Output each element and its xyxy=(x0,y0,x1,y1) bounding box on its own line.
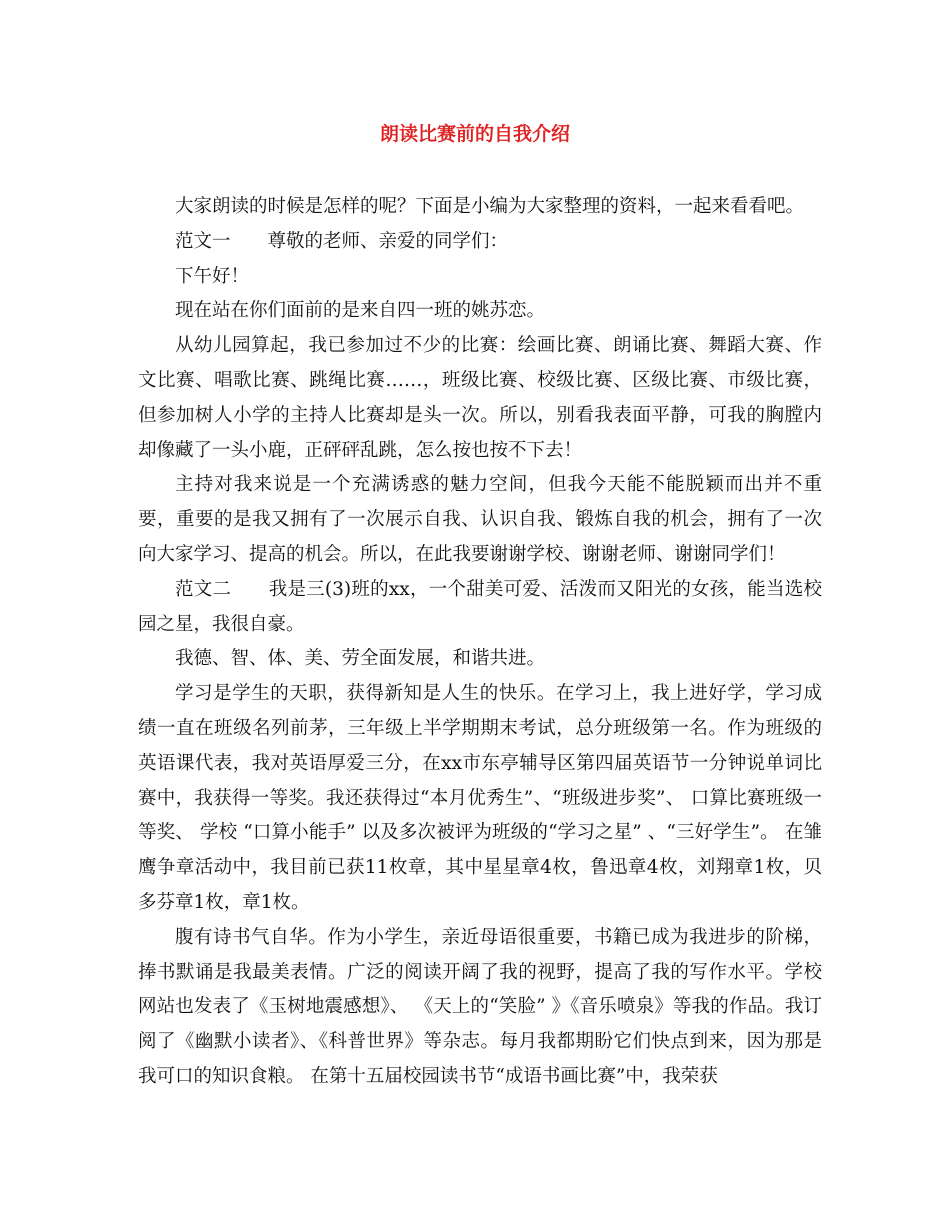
paragraph: 主持对我来说是一个充满诱惑的魅力空间，但我今天能不能脱颖而出并不重要，重要的是我又拥有了一次展示自我、认识自我、锻炼自我的机会，拥有了一次向大家学习、提高的机会。所以，在此我要谢谢学校、谢谢老师、谢谢同学们！ xyxy=(138,474,822,565)
paragraph: 大家朗读的时候是怎样的呢？下面是小编为大家整理的资料，一起来看看吧。 xyxy=(175,196,805,217)
paragraph: 我德、智、体、美、劳全面发展，和谐共进。 xyxy=(175,648,546,670)
document-body xyxy=(138,190,822,1095)
paragraph: 下午好！ xyxy=(175,265,250,287)
paragraph: 腹有诗书气自华。作为小学生，亲近母语很重要，书籍已成为我进步的阶梯，捧书默诵是我最美表情。广泛的阅读开阔了我的视野，提高了我的写作水平。学校网站也发表了《玉树地震感想》、 《天上的“笑脸” 》《音乐喷泉》等我的作品。我订阅了《幽默小读者》、《科普世界》等杂志。每月我都期盼它们快点到来，因为那是我可口的知识食粮。 在第十五届校园读书节“成语书画比赛”中，我荣获 xyxy=(138,926,822,1087)
paragraph: 范文二 我是三(3)班的xx，一个甜美可爱、活泼而又阳光的女孩，能当选校园之星，我很自豪。 xyxy=(138,578,822,635)
paragraph: 现在站在你们面前的是来自四一班的姚苏恋。 xyxy=(175,300,546,322)
paragraph: 学习是学生的天职，获得新知是人生的快乐。在学习上，我上进好学，学习成绩一直在班级名列前茅，三年级上半学期期末考试，总分班级第一名。作为班级的英语课代表，我对英语厚爱三分，在xx市东亭辅导区第四届英语节一分钟说单词比赛中，我获得一等奖。我还获得过“本月优秀生”、“班级进步奖”、 口算比赛班级一等奖、 学校 “口算小能手” 以及多次被评为班级的“学习之星” 、“三好学生”。 在雏鹰争章活动中，我目前已获11枚章，其中星星章4枚，鲁迅章4枚，刘翔章1枚，贝多芬章1枚，章1枚。 xyxy=(138,683,822,913)
paragraph: 从幼儿园算起，我已参加过不少的比赛：绘画比赛、朗诵比赛、舞蹈大赛、作文比赛、唱歌比赛、跳绳比赛……，班级比赛、校级比赛、区级比赛、市级比赛，但参加树人小学的主持人比赛却是头一次。所以，别看我表面平静，可我的胸膛内却像藏了一头小鹿，正砰砰乱跳，怎么按也按不下去！ xyxy=(138,335,822,461)
document-title: 朗读比赛前的自我介绍 xyxy=(379,123,570,145)
paragraph: 范文一 尊敬的老师、亲爱的同学们： xyxy=(175,230,509,252)
